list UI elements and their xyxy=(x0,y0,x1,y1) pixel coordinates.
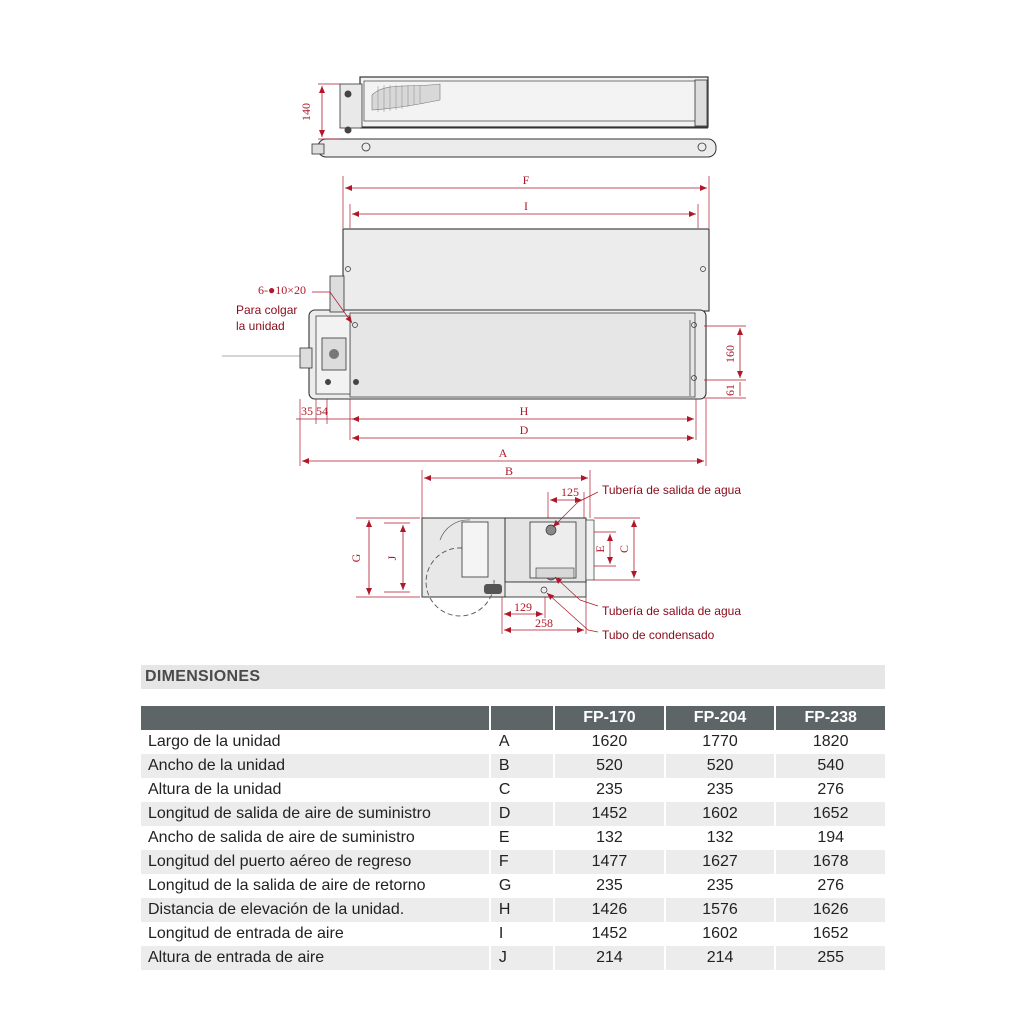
row-value-fp170: 1620 xyxy=(554,730,665,754)
dim-I: I xyxy=(524,199,528,213)
table-row xyxy=(141,730,885,754)
row-value-fp238: 1626 xyxy=(775,898,885,922)
row-code: B xyxy=(490,754,554,778)
callout-condensate: Tubo de condensado xyxy=(602,628,715,642)
dim-54: 54 xyxy=(316,404,328,418)
row-value-fp170: 132 xyxy=(554,826,665,850)
row-value-fp170: 1452 xyxy=(554,802,665,826)
hole-spec: 6-●10×20 xyxy=(258,283,307,297)
top-view xyxy=(222,173,746,466)
callout-water-outlet-top: Tubería de salida de agua xyxy=(602,483,741,497)
row-label: Altura de entrada de aire xyxy=(141,946,490,970)
dim-D: D xyxy=(519,423,529,437)
row-value-fp204: 132 xyxy=(665,826,776,850)
row-code: J xyxy=(490,946,554,970)
side-view xyxy=(299,77,716,157)
dim-61: 61 xyxy=(723,384,737,396)
row-value-fp238: 1820 xyxy=(812,733,849,750)
row-value-fp238: 540 xyxy=(775,754,885,778)
dim-C: C xyxy=(617,544,631,554)
dim-258: 258 xyxy=(535,616,553,630)
table-row xyxy=(141,802,885,826)
row-value-fp170: 1452 xyxy=(554,922,665,946)
row-code: I xyxy=(490,922,554,946)
row-value-fp204: 214 xyxy=(665,946,776,970)
row-label: Altura de la unidad xyxy=(141,778,490,802)
table-row xyxy=(141,826,885,850)
row-value-fp238: 1652 xyxy=(812,925,849,942)
row-value-fp204: 1576 xyxy=(665,898,776,922)
row-label: Longitud de la salida de aire de retorno xyxy=(141,874,490,898)
dim-J: J xyxy=(385,555,399,561)
row-code: G xyxy=(490,874,554,898)
row-label: Longitud de salida de aire de suministro xyxy=(141,802,490,826)
hang-callout-line1: Para colgar xyxy=(236,303,298,317)
row-value-fp238: 276 xyxy=(817,877,845,894)
row-value-fp170: 235 xyxy=(554,874,665,898)
dim-129: 129 xyxy=(514,600,532,614)
table-row xyxy=(141,850,885,874)
header-label xyxy=(141,706,490,730)
row-value-fp204: 235 xyxy=(665,874,776,898)
row-value-fp204: 520 xyxy=(665,754,776,778)
table-row xyxy=(141,946,885,970)
row-label: Distancia de elevación de la unidad. xyxy=(141,898,490,922)
row-value-fp170: 1477 xyxy=(554,850,665,874)
row-value-fp204: 1602 xyxy=(665,922,776,946)
row-value-fp170: 214 xyxy=(554,946,665,970)
row-label: Longitud del puerto aéreo de regreso xyxy=(141,850,490,874)
row-label: Ancho de la unidad xyxy=(141,754,490,778)
row-value-fp204: 235 xyxy=(665,778,776,802)
row-value-fp238: 1652 xyxy=(775,802,885,826)
row-value-fp238: 1678 xyxy=(775,850,885,874)
dim-F: F xyxy=(522,173,530,187)
header-fp238: FP-238 xyxy=(775,706,885,730)
dim-A: A xyxy=(498,446,508,460)
row-label: Longitud de entrada de aire xyxy=(141,922,490,946)
dim-125: 125 xyxy=(561,485,579,499)
row-label: Largo de la unidad xyxy=(141,730,490,754)
dim-H: H xyxy=(519,404,529,418)
dim-35: 35 xyxy=(301,404,313,418)
table-row xyxy=(141,754,885,778)
header-fp170: FP-170 xyxy=(554,706,665,730)
table-row xyxy=(141,874,885,898)
dimensions-table xyxy=(141,706,885,970)
row-value-fp170: 1426 xyxy=(554,898,665,922)
row-label: Ancho de salida de aire de suministro xyxy=(141,826,490,850)
row-value-fp238: 276 xyxy=(817,781,845,798)
section-header xyxy=(141,665,885,689)
row-value-fp204: 1770 xyxy=(665,730,776,754)
table-row xyxy=(141,922,885,946)
dim-160: 160 xyxy=(723,345,737,363)
row-value-fp204: 1602 xyxy=(665,802,776,826)
row-value-fp204: 1627 xyxy=(665,850,776,874)
header-code xyxy=(490,706,554,730)
table-row xyxy=(141,898,885,922)
row-code: H xyxy=(490,898,554,922)
dim-140: 140 xyxy=(299,103,313,121)
row-code: A xyxy=(490,730,554,754)
row-code: D xyxy=(490,802,554,826)
row-value-fp238: 194 xyxy=(817,829,845,846)
row-value-fp170: 235 xyxy=(554,778,665,802)
dim-B: B xyxy=(504,464,514,478)
section-title: DIMENSIONES xyxy=(145,668,261,685)
dim-G: G xyxy=(349,553,363,563)
header-fp204: FP-204 xyxy=(665,706,776,730)
row-code: E xyxy=(490,826,554,850)
row-code: F xyxy=(490,850,554,874)
row-value-fp170: 520 xyxy=(554,754,665,778)
table-header-row xyxy=(141,706,885,730)
table-row xyxy=(141,778,885,802)
dim-E: E xyxy=(593,545,607,553)
row-code: C xyxy=(490,778,554,802)
hang-callout-line2: la unidad xyxy=(236,319,285,333)
row-value-fp238: 255 xyxy=(775,946,885,970)
end-view xyxy=(349,464,741,642)
callout-water-outlet-bottom: Tubería de salida de agua xyxy=(602,604,741,618)
